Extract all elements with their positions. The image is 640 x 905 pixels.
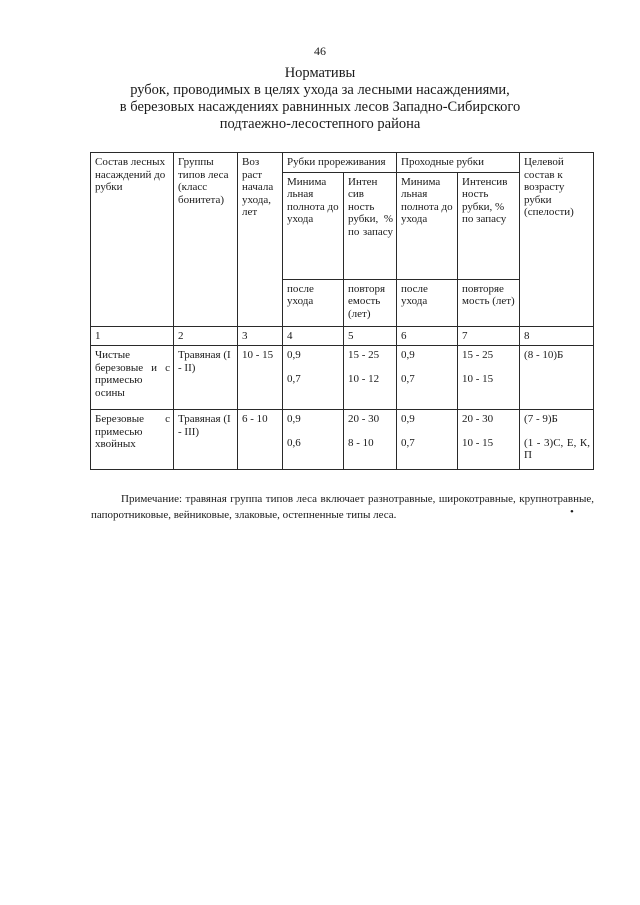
- header-passage-intensity: Интенсив ность рубки, % по запасу: [458, 172, 520, 279]
- header-min-density-before: Минима льная полнота до ухода: [283, 172, 344, 279]
- density-after: 0,7: [401, 436, 415, 449]
- row-thinning-intensity: [344, 346, 397, 410]
- row-forest-group: Травяная (I - II): [174, 346, 238, 410]
- row-target: [520, 410, 594, 470]
- repeat: 8 - 10: [348, 436, 374, 449]
- document-title: [40, 65, 600, 133]
- row-passage-intensity: [458, 346, 520, 410]
- header-density-after-2: после ухода: [397, 279, 458, 326]
- row-start-age: 6 - 10: [238, 410, 283, 470]
- header-passage: Проходные рубки: [397, 153, 520, 173]
- footnote: Примечание: травяная группа типов леса включает разнотравные, широкотравные, крупнотравные, папоротниковые, вейниковые, злаковые, остепненные типы леса.: [91, 493, 594, 521]
- density-after: 0,7: [401, 372, 415, 385]
- density-before: 0,9: [287, 349, 301, 361]
- row-target: [520, 346, 594, 410]
- row-passage-density: [397, 410, 458, 470]
- page-number: 46: [314, 44, 326, 58]
- column-number: 1: [91, 326, 174, 346]
- column-number: 8: [520, 326, 594, 346]
- intensity: 15 - 25: [462, 349, 494, 361]
- bullet-mark: •: [570, 506, 574, 518]
- header-target: Целевой состав к возрасту рубки (спелости): [520, 153, 594, 327]
- column-number: 7: [458, 326, 520, 346]
- row-start-age: 10 - 15: [238, 346, 283, 410]
- density-before: 0,9: [287, 413, 301, 425]
- header-min-density-before-2: Минима льная полнота до ухода: [397, 172, 458, 279]
- title-line: Нормативы: [284, 65, 356, 81]
- header-row: [91, 153, 594, 173]
- intensity: 20 - 30: [348, 413, 380, 425]
- intensity: 20 - 30: [462, 413, 494, 425]
- target-composition: (7 - 9)Б: [524, 413, 558, 425]
- row-forest-group: Травяная (I - III): [174, 410, 238, 470]
- table-row: [91, 410, 594, 470]
- header-composition: Состав лесных насаждений до рубки: [91, 153, 174, 327]
- density-before: 0,9: [401, 349, 415, 361]
- title-line: подтаежно-лесостепного района: [219, 116, 421, 132]
- header-repeat-years-2: повторяе мость (лет): [458, 279, 520, 326]
- column-number-row: [91, 326, 594, 346]
- row-thinning-density: [283, 346, 344, 410]
- header-repeat-years: повторя емость (лет): [344, 279, 397, 326]
- row-thinning-intensity: [344, 410, 397, 470]
- column-number: 2: [174, 326, 238, 346]
- header-density-after: после ухода: [283, 279, 344, 326]
- row-composition: Березовые с примесью хвойных: [91, 410, 174, 470]
- row-passage-intensity: [458, 410, 520, 470]
- row-passage-density: [397, 346, 458, 410]
- repeat: 10 - 12: [348, 372, 380, 385]
- repeat: 10 - 15: [462, 436, 494, 449]
- title-line: в березовых насаждениях равнинных лесов Западно-Сибирского: [119, 99, 521, 115]
- header-thinning: Рубки прореживания: [283, 153, 397, 173]
- target-composition-extra: (1 - 3)С, Е, К, П: [524, 436, 591, 461]
- header-start-age: Воз раст начала ухода, лет: [238, 153, 283, 327]
- density-after: 0,6: [287, 436, 301, 449]
- repeat: 10 - 15: [462, 372, 494, 385]
- row-composition: Чистые березовые и с примесью осины: [91, 346, 174, 410]
- table-row: [91, 346, 594, 410]
- intensity: 15 - 25: [348, 349, 380, 361]
- title-line: рубок, проводимых в целях ухода за лесными насаждениями,: [130, 82, 510, 98]
- column-number: 5: [344, 326, 397, 346]
- density-after: 0,7: [287, 372, 301, 385]
- column-number: 3: [238, 326, 283, 346]
- column-number: 6: [397, 326, 458, 346]
- target-composition: (8 - 10)Б: [524, 349, 564, 361]
- density-before: 0,9: [401, 413, 415, 425]
- norms-table: [90, 152, 594, 470]
- header-thinning-intensity: Интен сив ность рубки, % по запасу: [344, 172, 397, 279]
- header-forest-groups: Группы типов леса (класс бонитета): [174, 153, 238, 327]
- row-thinning-density: [283, 410, 344, 470]
- column-number: 4: [283, 326, 344, 346]
